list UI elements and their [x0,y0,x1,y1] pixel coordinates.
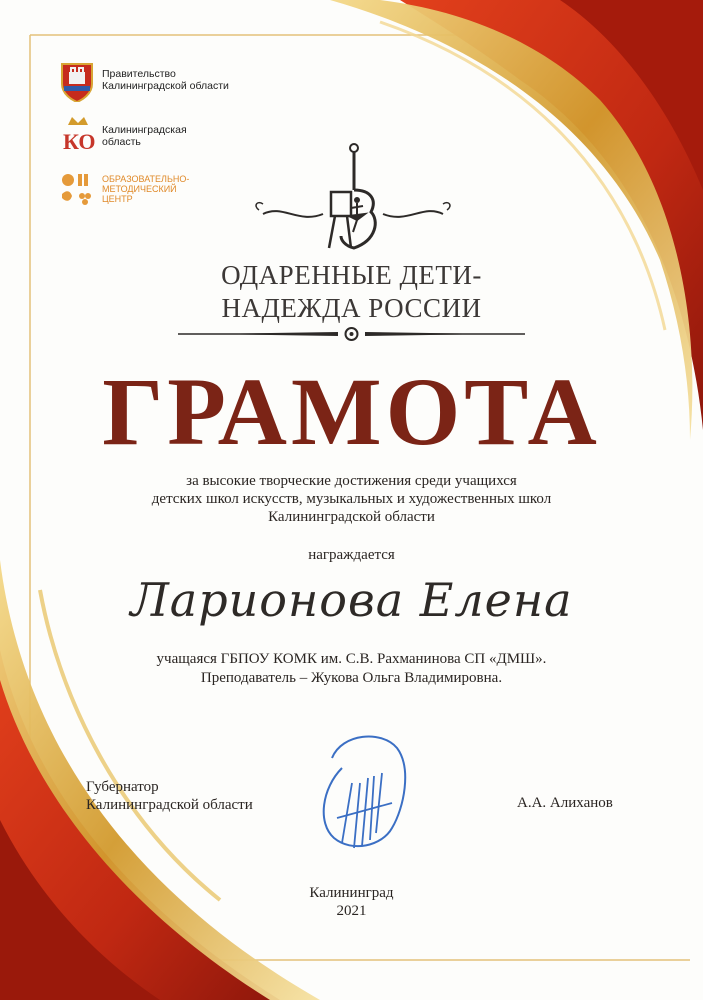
government-logo-text: Правительство Калининградской области [102,68,229,92]
signatory-position [86,778,253,814]
government-logo [58,58,229,102]
reason-line-3: Калининградской области [268,509,435,525]
award-reason [0,472,703,526]
motto-line-2: НАДЕЖДА РОССИИ [221,293,482,323]
signatory-position-line-1: Губернатор [86,779,159,795]
school-line-1: учащаяся ГБПОУ КОМК им. С.В. Рахманинова СП «ДМШ». [156,651,547,667]
signatory-name: А.А. Алиханов [517,795,613,811]
issue-year: 2021 [336,903,367,919]
omc-logo-icon [60,172,96,206]
svg-text:КО: КО [63,129,96,154]
ko-crown-logo-icon [60,115,96,157]
recipient-name: Ларионова Елена [130,573,573,627]
handwritten-signature [312,728,422,858]
reason-line-1: за высокие творческие достижения среди учащихся [186,473,517,489]
certificate-title: ГРАМОТА [102,358,601,465]
center-logo [60,172,189,206]
motto [0,259,703,325]
divider-ornament [178,327,525,341]
center-logo-text: ОБРАЗОВАТЕЛЬНО- МЕТОДИЧЕСКИЙ ЦЕНТР [102,174,190,204]
signatory-position-line-2: Калининградской области [86,797,253,813]
region-logo [60,115,187,157]
issue-place-date [0,884,703,920]
school-line-2: Преподаватель – Жукова Ольга Владимировна. [200,670,503,686]
awarded-label: награждается [308,547,395,563]
reason-line-2: детских школ искусств, музыкальных и художественных школ [151,491,552,507]
motto-line-1: ОДАРЕННЫЕ ДЕТИ- [221,260,482,290]
recipient-school [0,650,703,688]
coat-of-arms-icon [58,58,96,102]
issue-city: Калининград [309,885,394,901]
violin-easel-ballerina-icon [253,140,453,255]
region-logo-text: Калининградская область [102,124,187,148]
